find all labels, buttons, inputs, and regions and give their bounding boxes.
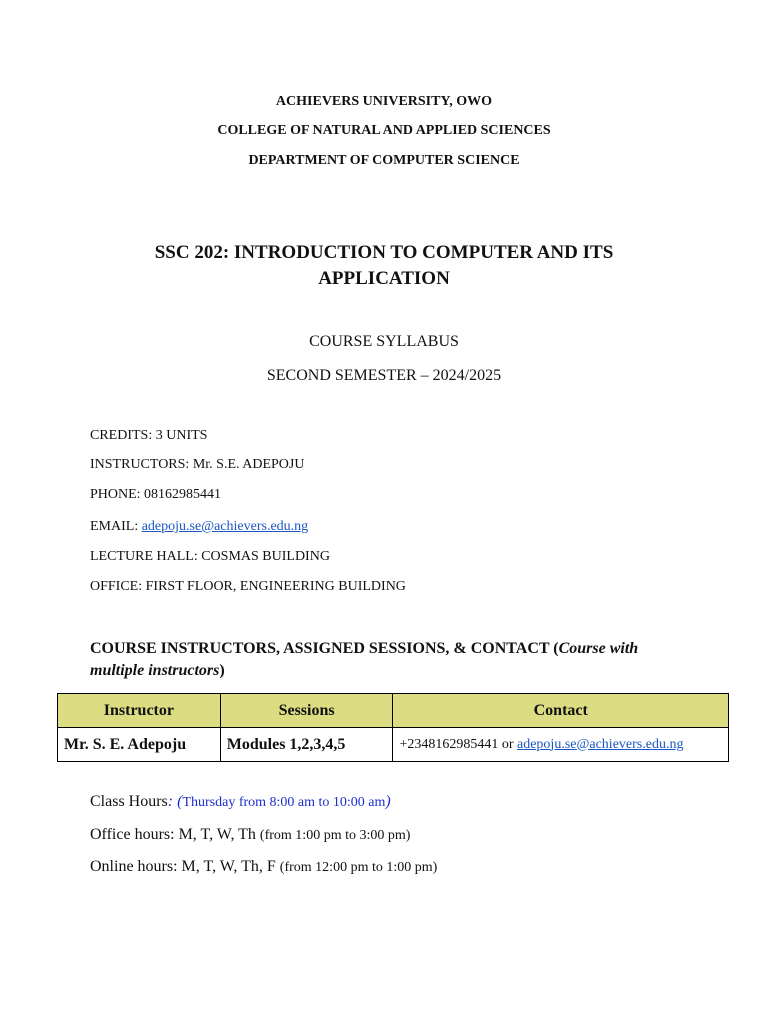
office-hours-label: Office hours: M, T, W, Th [90, 826, 260, 843]
section-heading-text: COURSE INSTRUCTORS, ASSIGNED SESSIONS, & CONTACT ( [90, 640, 559, 657]
cell-instructor: Mr. S. E. Adepoju [58, 728, 221, 762]
class-hours-label: Class Hours [90, 793, 168, 810]
header-instructor: Instructor [58, 694, 221, 728]
phone: PHONE: 08162985441 [90, 487, 222, 502]
lecture-hall: LECTURE HALL: COSMAS BUILDING [90, 549, 330, 564]
department-name: DEPARTMENT OF COMPUTER SCIENCE [248, 153, 520, 168]
section-heading [90, 638, 680, 682]
section-heading-italic: Course with multiple instructors [90, 640, 639, 679]
semester: SECOND SEMESTER – 2024/2025 [266, 367, 502, 384]
online-hours [90, 858, 437, 876]
email-line [90, 519, 308, 535]
instructor-table [57, 693, 729, 762]
course-title-line2: APPLICATION [318, 268, 450, 289]
office: OFFICE: FIRST FLOOR, ENGINEERING BUILDING [90, 579, 406, 594]
document-type: COURSE SYLLABUS [309, 333, 459, 350]
class-hours-sep: : ( [167, 793, 183, 810]
contact-email-link[interactable]: adepoju.se@achievers.edu.ng [517, 736, 684, 752]
table-header-row [58, 694, 729, 728]
contact-phone: +2348162985441 or [399, 736, 517, 752]
credits: CREDITS: 3 UNITS [90, 428, 208, 443]
header-contact: Contact [393, 694, 729, 728]
office-hours [90, 826, 410, 844]
instructors: INSTRUCTORS: Mr. S.E. ADEPOJU [90, 457, 305, 472]
header-sessions: Sessions [220, 694, 393, 728]
class-hours-close: ) [385, 793, 391, 810]
online-hours-value: (from 12:00 pm to 1:00 pm) [279, 860, 438, 875]
college-name: COLLEGE OF NATURAL AND APPLIED SCIENCES [217, 123, 551, 138]
email-label: EMAIL: [90, 519, 142, 534]
class-hours [90, 793, 391, 811]
table-row [58, 728, 729, 762]
online-hours-label: Online hours: M, T, W, Th, F [90, 858, 280, 875]
cell-sessions: Modules 1,2,3,4,5 [220, 728, 393, 762]
email-link[interactable]: adepoju.se@achievers.edu.ng [141, 519, 309, 534]
course-title [0, 240, 768, 292]
university-name: ACHIEVERS UNIVERSITY, OWO [275, 94, 493, 109]
class-hours-value: Thursday from 8:00 am to 10:00 am [182, 795, 386, 810]
cell-contact [393, 728, 729, 762]
course-title-line1: SSC 202: INTRODUCTION TO COMPUTER AND ITS [154, 242, 614, 263]
office-hours-value: (from 1:00 pm to 3:00 pm) [259, 828, 411, 843]
section-heading-close: ) [219, 662, 225, 679]
